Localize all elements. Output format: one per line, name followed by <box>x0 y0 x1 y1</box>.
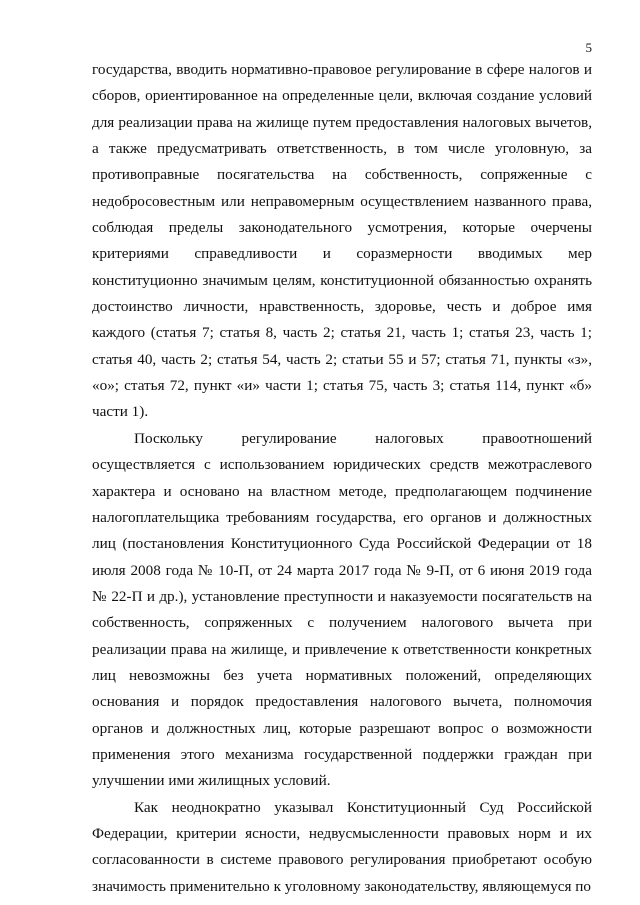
document-body <box>92 57 592 900</box>
page-number: 5 <box>585 40 592 55</box>
paragraph-legal-clarity: Как неоднократно указывал Конституционный Суд Российской Федерации, критерии ясности, недвусмысленности правовых норм и их согласованности в системе правового регулирования приобретают особую значимость применительно к уголовному законодательству, являющемуся по <box>92 798 592 895</box>
paragraph-continuation: государства, вводить нормативно-правовое регулирование в сфере налогов и сборов, ориентированное на определенные цели, включая создание условий для реализации права на жилище путем предоставления налоговых вычетов, а также предусматривать ответственность, в том числе уголовную, за противоправные посягательства на собственность, сопряженные с недобросовестным или неправомерным осуществлением названного права, соблюдая пределы законодательного усмотрения, которые очерчены критериями справедливости и соразмерности вводимых мер конституционно значимым целям, конституционной обязанностью охранять достоинство личности, нравственность, здоровье, честь и доброе имя каждого (статья 7; статья 8, часть 2; статья 21, часть 1; статья 23, часть 1; статья 40, часть 2; статья 54, часть 2; статьи 55 и 57; статья 71, пункты «з», «о»; статья 72, пункт «и» части 1; статья 75, часть 3; статья 114, пункт «б» части 1). <box>92 61 592 421</box>
paragraph-tax-regulation: Поскольку регулирование налоговых правоотношений осуществляется с использованием юридических средств межотраслевого характера и основано на властном методе, предполагающем подчинение налогоплательщика требованиям государства, его органов и должностных лиц (постановления Конституционного Суда Российской Федерации от 18 июля 2008 года № 10-П, от 24 марта 2017 года № 9-П, от 6 июня 2019 года № 22-П и др.), установление преступности и наказуемости посягательств на собственность, сопряженных с получением налогового вычета при реализации права на жилище, и привлечение к ответственности конкретных лиц невозможны без учета нормативных положений, определяющих основания и порядок предоставления налогового вычета, полномочия органов и должностных лиц, которые разрешают вопрос о возможности применения этого механизма государственной поддержки граждан при улучшении ими жилищных условий. <box>92 429 592 790</box>
